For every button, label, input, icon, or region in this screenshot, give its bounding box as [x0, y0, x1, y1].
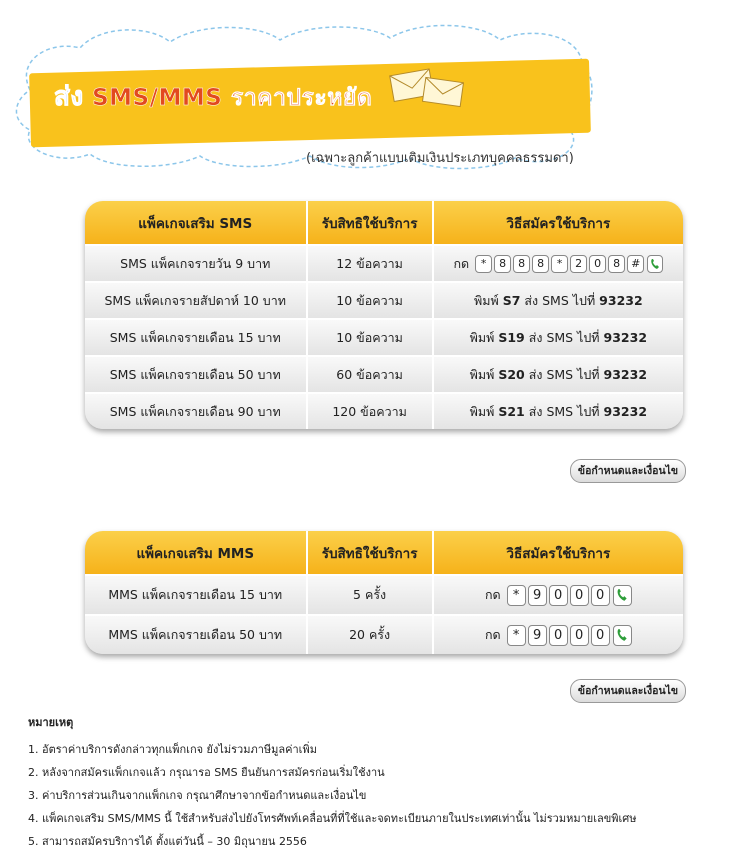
- sms-code: S19: [498, 330, 525, 345]
- package-name: SMS แพ็คเกจรายสัปดาห์ 10 บาท: [104, 292, 286, 308]
- dial-code: [434, 616, 683, 654]
- note-item: 5. สามารถสมัครบริการได้ ตั้งแต่วันนี้ – 30 มิถุนายน 2556: [28, 835, 307, 848]
- sms-code: S7: [502, 293, 521, 308]
- send-to-label: ส่ง SMS ไปที่: [528, 329, 600, 345]
- header-package: แพ็คเกจเสริม MMS: [136, 545, 255, 562]
- sms-table-header: [85, 201, 683, 246]
- type-label: พิมพ์: [469, 329, 495, 345]
- note-item: 1. อัตราค่าบริการดังกล่าวทุกแพ็กเกจ ยังไม่รวมภาษีมูลค่าเพิ่ม: [28, 743, 317, 756]
- dial-code: [434, 246, 683, 281]
- header-signup: วิธีสมัครใช้บริการ: [506, 545, 611, 562]
- banner-subtitle: (เฉพาะลูกค้าแบบเติมเงินประเภทบุคคลธรรมดา): [306, 151, 574, 166]
- sms-signup-instruction: [434, 320, 683, 355]
- keypad-key: 0: [549, 625, 568, 646]
- table-row: [85, 576, 683, 616]
- send-to-label: ส่ง SMS ไปที่: [528, 366, 600, 382]
- table-row: [85, 320, 683, 357]
- quota: 60 ข้อความ: [306, 357, 434, 392]
- header-quota: รับสิทธิใช้บริการ: [306, 531, 434, 574]
- table-row: [85, 357, 683, 394]
- note-item: 4. แพ็คเกจเสริม SMS/MMS นี้ ใช้สำหรับส่งไปยังโทรศัพท์เคลื่อนที่ที่ใช้และจดทะเบียนภายในประเทศเท่านั้น ไม่รวมหมายเลขพิเศษ: [28, 812, 637, 825]
- type-label: พิมพ์: [469, 366, 495, 382]
- package-name: MMS แพ็คเกจรายเดือน 15 บาท: [108, 587, 283, 602]
- type-label: พิมพ์: [473, 292, 499, 308]
- table-row: [85, 283, 683, 320]
- mms-package-table: [85, 531, 683, 654]
- sms-package-table: [85, 201, 683, 429]
- banner-title-main: SMS/MMS ราคาประหยัด: [92, 85, 373, 111]
- keypad-key: *: [507, 585, 526, 606]
- sms-code: S21: [498, 404, 525, 419]
- keypad-key: *: [475, 255, 492, 273]
- mms-table-header: [85, 531, 683, 576]
- table-row: [85, 394, 683, 429]
- keypad-key: *: [551, 255, 568, 273]
- banner-title: [54, 76, 372, 117]
- send-to-label: ส่ง SMS ไปที่: [528, 403, 600, 419]
- send-to-label: ส่ง SMS ไปที่: [524, 292, 596, 308]
- quota: 10 ข้อความ: [306, 283, 434, 318]
- promo-banner: [10, 20, 600, 170]
- short-number: 93232: [603, 367, 648, 382]
- package-name: SMS แพ็คเกจรายเดือน 90 บาท: [109, 403, 281, 419]
- sms-signup-instruction: [434, 357, 683, 392]
- sms-terms-button[interactable]: ข้อกำหนดและเงื่อนไข: [570, 459, 686, 483]
- dial-label: กด: [484, 587, 501, 602]
- header-signup: วิธีสมัครใช้บริการ: [506, 215, 611, 232]
- note-item: 2. หลังจากสมัครแพ็กเกจแล้ว กรุณารอ SMS ยืนยันการสมัครก่อนเริ่มใช้งาน: [28, 766, 385, 779]
- keypad-key: 0: [591, 585, 610, 606]
- keypad-key: 0: [549, 585, 568, 606]
- keypad-key: 0: [591, 625, 610, 646]
- short-number: 93232: [603, 330, 648, 345]
- keypad-key: 8: [494, 255, 511, 273]
- table-row: [85, 616, 683, 654]
- dial-label: กด: [453, 255, 470, 271]
- quota: 10 ข้อความ: [306, 320, 434, 355]
- keypad-key: 0: [570, 625, 589, 646]
- package-name: SMS แพ็คเกจรายวัน 9 บาท: [120, 255, 271, 271]
- phone-call-icon: [613, 625, 632, 646]
- dial-label: กด: [484, 627, 501, 642]
- envelope-icon: [388, 62, 468, 117]
- type-label: พิมพ์: [469, 403, 495, 419]
- keypad-key: 0: [589, 255, 606, 273]
- phone-call-icon: [613, 585, 632, 606]
- banner-title-prefix: ส่ง: [54, 82, 84, 112]
- note-item: 3. ค่าบริการส่วนเกินจากแพ็กเกจ กรุณาศึกษาจากข้อกำหนดและเงื่อนไข: [28, 789, 367, 802]
- keypad-key: *: [507, 625, 526, 646]
- sms-signup-instruction: [434, 283, 683, 318]
- header-package: แพ็คเกจเสริม SMS: [138, 215, 253, 232]
- package-name: SMS แพ็คเกจรายเดือน 50 บาท: [109, 366, 281, 382]
- keypad-key: 9: [528, 585, 547, 606]
- quota: 5 ครั้ง: [306, 576, 434, 614]
- keypad-key: 9: [528, 625, 547, 646]
- package-name: SMS แพ็คเกจรายเดือน 15 บาท: [109, 329, 281, 345]
- notes-title: หมายเหตุ: [28, 716, 74, 729]
- table-row: [85, 246, 683, 283]
- keypad-key: #: [627, 255, 644, 273]
- sms-signup-instruction: [434, 394, 683, 429]
- phone-call-icon: [647, 255, 663, 273]
- mms-terms-button[interactable]: ข้อกำหนดและเงื่อนไข: [570, 679, 686, 703]
- short-number: 93232: [599, 293, 643, 308]
- quota: 120 ข้อความ: [306, 394, 434, 429]
- notes-section: [28, 713, 636, 855]
- header-quota: รับสิทธิใช้บริการ: [306, 201, 434, 244]
- short-number: 93232: [603, 404, 648, 419]
- keypad-key: 8: [513, 255, 530, 273]
- keypad-key: 8: [532, 255, 549, 273]
- quota: 12 ข้อความ: [306, 246, 434, 281]
- sms-code: S20: [498, 367, 525, 382]
- keypad-key: 2: [570, 255, 587, 273]
- keypad-key: 8: [608, 255, 625, 273]
- package-name: MMS แพ็คเกจรายเดือน 50 บาท: [108, 627, 283, 642]
- keypad-key: 0: [570, 585, 589, 606]
- dial-code: [434, 576, 683, 614]
- quota: 20 ครั้ง: [306, 616, 434, 654]
